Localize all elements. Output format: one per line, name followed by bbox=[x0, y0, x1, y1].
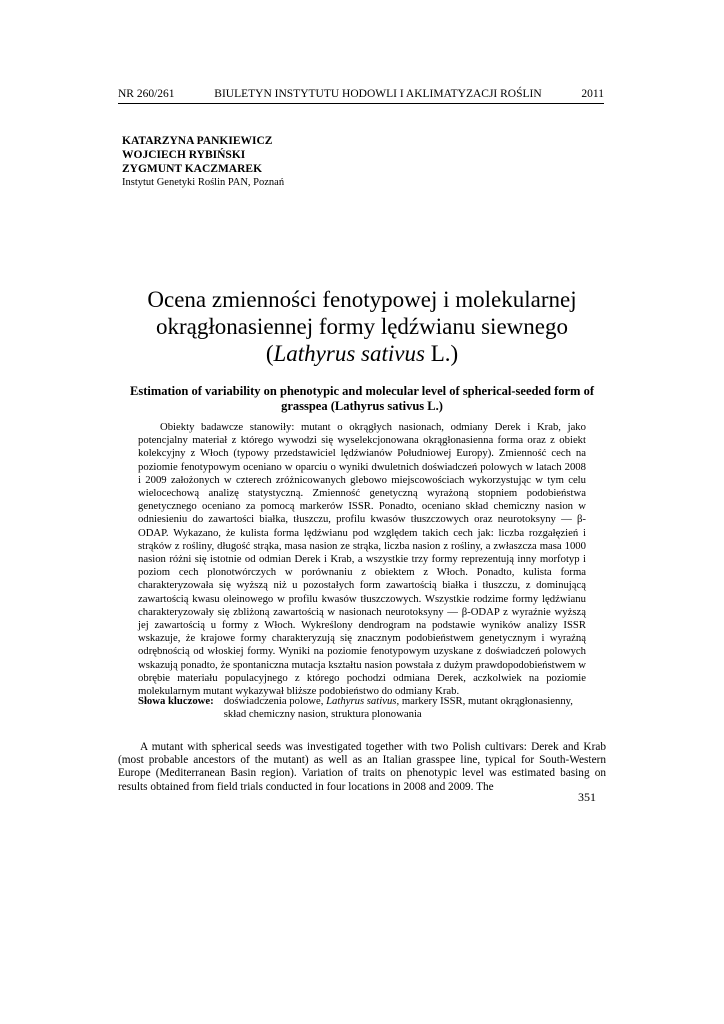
keywords-label: Słowa kluczowe: bbox=[138, 695, 214, 707]
keywords bbox=[138, 695, 586, 721]
title-suffix: L.) bbox=[424, 341, 459, 366]
keywords-latin: Lathyrus sativus bbox=[326, 695, 397, 707]
publication-year: 2011 bbox=[581, 88, 604, 100]
keywords-list bbox=[224, 695, 586, 721]
keywords-part: , markery ISSR, mutant okrągłonasienny, skład chemiczny nasion, struktura plonowania bbox=[223, 695, 573, 721]
body-text-english: A mutant with spherical seeds was investigated together with two Polish cultivars: Derek and Krab (most probable ancestors of the mutant) as well as an Italian grasspee line, typical for South-Western Europe (Mediterranean Basin region). Variation of traits on phenotypic level was estimated basing on results obtained from field trials conducted in four locations in 2008 and 2009. The bbox=[118, 741, 606, 793]
keywords-part: doświadczenia polowe, bbox=[223, 695, 327, 707]
author-block bbox=[122, 134, 284, 190]
title-paren: ( bbox=[265, 341, 274, 366]
running-header bbox=[118, 87, 604, 104]
journal-name: BIULETYN INSTYTUTU HODOWLI I AKLIMATYZACJI ROŚLIN bbox=[214, 88, 542, 100]
affiliation: Instytut Genetyki Roślin PAN, Poznań bbox=[122, 177, 285, 188]
title-line: okrągłonasiennej formy lędźwianu siewnego bbox=[156, 314, 568, 339]
title-english-latin: Lathyrus sativus bbox=[334, 399, 425, 413]
issue-number: NR 260/261 bbox=[118, 88, 175, 100]
author-name: WOJCIECH RYBIŃSKI bbox=[122, 149, 246, 161]
title-line: Ocena zmienności fenotypowej i molekularnej bbox=[147, 287, 577, 312]
page-number: 351 bbox=[578, 790, 596, 804]
title-english-text: Estimation of variability on phenotypic and molecular level of spherical-seeded form of grasspea ( bbox=[130, 384, 594, 413]
title-line bbox=[100, 340, 624, 367]
author-name: KATARZYNA PANKIEWICZ bbox=[122, 135, 273, 147]
title-latin-name: Lathyrus sativus bbox=[273, 341, 425, 366]
title-english bbox=[118, 384, 606, 414]
author-name: ZYGMUNT KACZMAREK bbox=[122, 163, 263, 175]
title-polish bbox=[100, 286, 624, 367]
title-english-suffix: L.) bbox=[424, 399, 443, 413]
abstract-polish: Obiekty badawcze stanowiły: mutant o okrągłych nasionach, odmiany Derek i Krab, jako potencjalny materiał z którego wywodzi się wyselekcjonowana okrągłonasienna forma oraz z obiekt kolekcyjny z Włoch (typowy przedstawiciel lędźwianów Południowej Europy). Zmienność cech na poziomie fenotypowym oceniano w oparciu o wyniki dwuletnich doświadczeń polowych w latach 2008 i 2009 założonych w czterech zróżnicowanych glebowo miejscowościach wykorzystując w tym celu wielocechową analizę statystyczną. Zmienność genetyczną wyrażoną stopniem podobieństwa genetycznego oceniano za pomocą markerów ISSR. Ponadto, oceniano skład chemiczny nasion w odniesieniu do zawartości białka, tłuszczu, profilu kwasów tłuszczowych oraz neurotoksyny — β-ODAP. Wykazano, że kulista forma lędźwianu pod względem takich cech jak: liczba rozgałęzień i strąków z rośliny, długość strąka, masa nasion ze strąka, liczba nasion z rośliny, a zwłaszcza masa 1000 nasion różni się istotnie od odmian Derek i Krab, a wszystkie trzy formy reprezentują inny morfotyp i poziom cech plonotwórczych w porównaniu z obiektem z Włoch. Ponadto, kulista forma charakteryzowała się wyższą niż u pozostałych form zawartością białka i tłuszczu, z dominującą zawartością kwasu oleinowego w profilu kwasów tłuszczowych. Wszystkie rodzime formy lędźwianu charakteryzowały się zbliżoną zawartością w nasionach neurotoksyny — β-ODAP z wyraźnie wyższą jej zawartością u formy z Włoch. Wykreślony dendrogram na podstawie wyników analizy ISSR wskazuje, że krajowe formy charakteryzują się znacznym podobieństwem genetycznym i wyraźną odrębnością od włoskiej formy. Wyniki na poziomie fenotypowym uzyskane z doświadczeń polowych wskazują ponadto, że spontaniczna mutacja kształtu nasion powstała z dużym prawdopodobieństwem w obrębie materiału populacyjnego z którego pochodzi odmiana Derek, aczkolwiek na poziomie molekularnym mutant wykazywał bliższe podobieństwo do odmiany Krab. bbox=[138, 421, 586, 698]
